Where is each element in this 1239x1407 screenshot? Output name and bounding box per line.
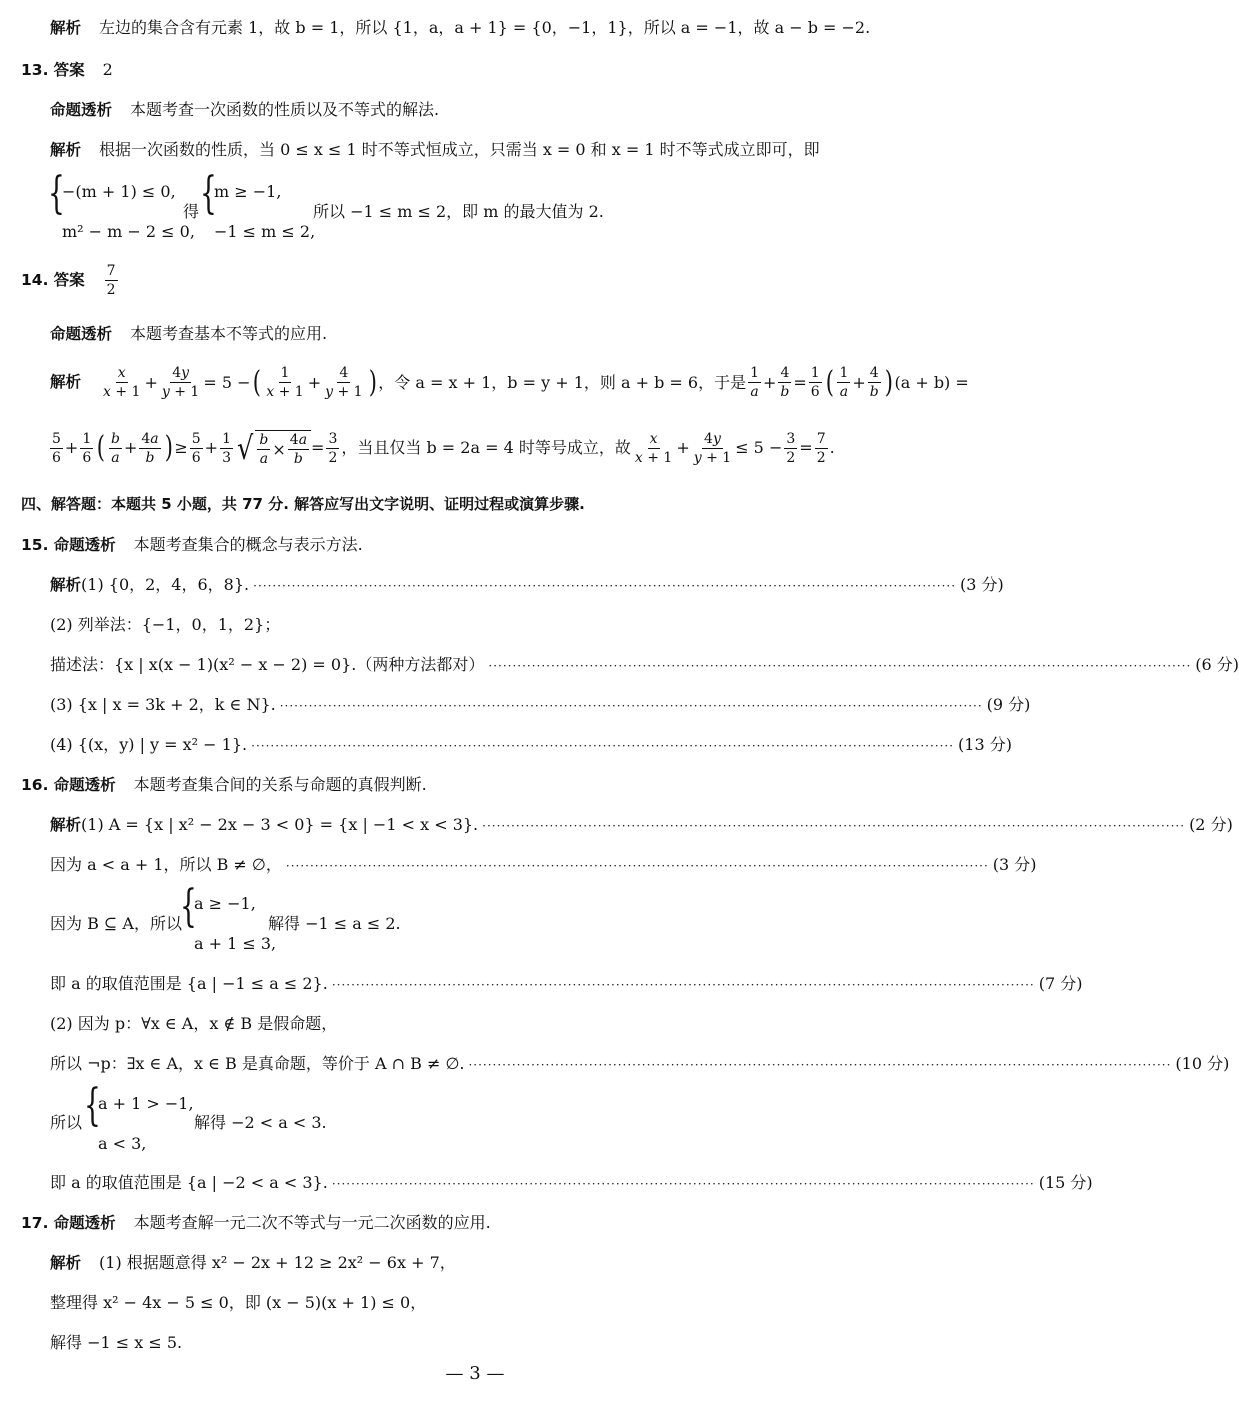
- q13-analysis-text: 根据一次函数的性质，当 0 ≤ x ≤ 1 时不等式恒成立，只需当 x = 0 和 x = 1 时不等式成立即可，即: [99, 140, 820, 159]
- q17-intent-line: [21, 1215, 491, 1232]
- leader-dots: ··················································································································································: [482, 819, 1186, 833]
- q13-intent-line: [50, 102, 439, 119]
- q15-part5: (4) {(x，y) | y = x² − 1}.: [50, 735, 248, 754]
- sqrt-expression: √ $\frac{b}{a}$ × $\frac{4a}{b}$: [235, 430, 311, 466]
- q17-part1: (1) 根据题意得 x² − 2x + 12 ≥ 2x² − 6x + 7，: [99, 1253, 456, 1272]
- intent-label: 命题透析: [53, 1214, 116, 1232]
- q16-p7-pre: 所以: [50, 1113, 83, 1132]
- q14-analysis-line2: $\frac{5}{6}$ + $\frac{1}{6}$ ( $\frac{b}{a}$ + $\frac{4a}{b}$ ) ≥ $\frac{5}{6}$ + $\frac{1}{3}$ √ $\frac{b}{a}$ × $\frac{4a}{b}$ = $\frac{3}{2}$ ，当且仅当 b = 2a = 4 时等号成立，故 $\frac{x}{x + 1}$ + $\frac{4y}{y + 1}$ ≤ 5 − $\frac{3}{2}$ = $\frac{7}{2}$ .: [52, 429, 835, 467]
- answer-label: 答案: [53, 61, 85, 79]
- frac-1-over-6: $\frac{1}{6}$: [810, 365, 820, 400]
- q16-p7-post: 解得 −2 < a < 3.: [194, 1113, 327, 1132]
- q16-intent-line: [21, 777, 427, 794]
- q17-number: 17.: [21, 1214, 49, 1232]
- q13-de: 得: [183, 202, 200, 221]
- leader-dots: ··················································································································································: [468, 1058, 1172, 1072]
- q15-intent-line: [21, 537, 363, 554]
- q14-l1-c: (a + b) =: [894, 372, 969, 392]
- q15-part2: (2) 列举法：{−1，0，1，2}；: [50, 615, 281, 634]
- q15-score5: (13 分): [958, 735, 1012, 754]
- q14-intent-text: 本题考查基本不等式的应用.: [130, 324, 328, 343]
- q14-l2-last: .: [829, 438, 835, 457]
- q16-number: 16.: [21, 776, 49, 794]
- q14-l2-text: ，当且仅当 b = 2a = 4 时等号成立，故: [341, 438, 631, 457]
- frac-4-over-b: $\frac{4}{b}$: [780, 365, 790, 400]
- q13-system2-eq1: m ≥ −1,: [214, 182, 282, 201]
- q15-score4: (9 分): [986, 695, 1031, 714]
- q16-intent-text: 本题考查集合间的关系与命题的真假判断.: [133, 775, 427, 794]
- leader-dots: ··················································································································································: [488, 659, 1192, 673]
- q16-score8: (15 分): [1038, 1173, 1093, 1192]
- q14-l1-b: ，令 a = x + 1，b = y + 1，则 a + b = 6，于是: [378, 372, 747, 392]
- q14-answer-numerator: 7: [106, 263, 116, 279]
- q12-analysis-text: 左边的集合含有元素 1，故 b = 1，所以 {1，a，a + 1} = {0，−1，1}，所以 a = −1，故 a − b = −2.: [99, 18, 871, 37]
- q16-part8-row: [50, 1173, 1093, 1192]
- q16-score4: (7 分): [1038, 974, 1083, 993]
- q16-part1: (1) A = {x | x² − 2x − 3 < 0} = {x | −1 < x < 3}.: [81, 815, 479, 834]
- q15-part3: 描述法：{x | x(x − 1)(x² − x − 2) = 0}.（两种方法都对）: [50, 655, 485, 674]
- q17-part2: 整理得 x² − 4x − 5 ≤ 0，即 (x − 5)(x + 1) ≤ 0，: [50, 1293, 427, 1312]
- q16-p3-pre: 因为 B ⊆ A，所以: [50, 914, 182, 933]
- q16-score1: (2 分): [1189, 815, 1233, 834]
- q16-system1-eq2: a + 1 ≤ 3,: [194, 934, 277, 953]
- q13-answer: 2: [102, 60, 113, 79]
- q17-analysis-line: [50, 1255, 456, 1272]
- frac-1-over-a: $\frac{1}{a}$: [750, 365, 760, 400]
- q17-part3: 解得 −1 ≤ x ≤ 5.: [50, 1333, 183, 1352]
- q15-part3-row: [50, 655, 1239, 674]
- leader-dots: ··················································································································································: [253, 579, 957, 593]
- q13-conclusion: 所以 −1 ≤ m ≤ 2，即 m 的最大值为 2.: [313, 202, 604, 221]
- leader-dots: ··················································································································································: [251, 739, 955, 753]
- analysis-label: 解析: [50, 576, 82, 594]
- q13-system2-eq2: −1 ≤ m ≤ 2,: [214, 222, 316, 241]
- q16-part6-row: [50, 1054, 1230, 1073]
- intent-label: 命题透析: [50, 325, 113, 343]
- analysis-label: 解析: [50, 816, 82, 834]
- q14-analysis-line1: 解析 $\frac{x}{x + 1}$ + $\frac{4y}{y + 1}$ = 5 − ( $\frac{1}{x + 1}$ + $\frac{4}{y + 1}$ ) ，令 a = x + 1，b = y + 1，则 a + b = 6，于是 $\frac{1}{a}$ + $\frac{4}{b}$ = $\frac{1}{6}$ ( $\frac{1}{a}$ + $\frac{4}{b}$ ) (a + b) =: [50, 364, 969, 400]
- page-number: — 3 —: [445, 1363, 505, 1384]
- q16-part6: 所以 ¬p：∃x ∈ A，x ∈ B 是真命题，等价于 A ∩ B ≠ ∅.: [50, 1054, 465, 1073]
- q17-intent-text: 本题考查解一元二次不等式与一元二次函数的应用.: [133, 1213, 491, 1232]
- intent-label: 命题透析: [53, 776, 116, 794]
- q14-answer-line: [21, 264, 120, 297]
- q14-answer-fraction: [105, 264, 118, 297]
- frac-4-over-y1: $\frac{4}{y + 1}$: [325, 365, 363, 400]
- answer-label: 答案: [53, 270, 85, 289]
- intent-label: 命题透析: [53, 536, 116, 554]
- q15-score1: (3 分): [960, 575, 1004, 594]
- q13-analysis-line: [50, 142, 820, 159]
- q12-analysis-line: [50, 20, 870, 37]
- frac-x-over-x1: $\frac{x}{x + 1}$: [103, 365, 141, 400]
- section4-heading: 四、解答题：本题共 5 小题，共 77 分. 解答应写出文字说明、证明过程或演算步骤.: [21, 495, 585, 513]
- q13-answer-line: [21, 62, 113, 79]
- q15-part1: (1) {0，2，4，6，8}.: [81, 575, 250, 594]
- analysis-label: 解析: [50, 1254, 82, 1272]
- q14-l2-end: ≤ 5 −: [735, 438, 783, 457]
- q14-number: 14.: [21, 270, 49, 289]
- q15-part4: (3) {x | x = 3k + 2，k ∈ N}.: [50, 695, 276, 714]
- q16-part4: 即 a 的取值范围是 {a | −1 ≤ a ≤ 2}.: [50, 974, 328, 993]
- q13-system1-brace: {: [48, 168, 65, 219]
- q16-system1-eq1: a ≥ −1,: [194, 894, 256, 913]
- q16-system1-brace: {: [180, 881, 197, 932]
- q16-part1-row: [50, 815, 1233, 834]
- q15-part5-row: [50, 735, 1012, 754]
- analysis-label: 解析: [50, 141, 82, 159]
- leader-dots: ··················································································································································: [331, 1177, 1035, 1191]
- analysis-label: 解析: [50, 19, 82, 37]
- q13-number: 13.: [21, 61, 49, 79]
- q13-system1-eq1: −(m + 1) ≤ 0,: [62, 182, 176, 201]
- q16-part8: 即 a 的取值范围是 {a | −2 < a < 3}.: [50, 1173, 328, 1192]
- frac-1-over-x1: $\frac{1}{x + 1}$: [266, 365, 304, 400]
- q15-number: 15.: [21, 536, 49, 554]
- q16-score6: (10 分): [1175, 1054, 1230, 1073]
- q16-system2-eq2: a < 3,: [98, 1134, 147, 1153]
- q16-p3-post: 解得 −1 ≤ a ≤ 2.: [268, 914, 401, 933]
- leader-dots: ··················································································································································: [279, 699, 983, 713]
- frac-4y-over-y1: $\frac{4y}{y + 1}$: [161, 365, 200, 400]
- q15-part1-row: [50, 575, 1004, 594]
- q16-part4-row: [50, 974, 1083, 993]
- q16-part2-row: [50, 855, 1037, 874]
- analysis-label: 解析: [50, 372, 82, 391]
- q13-system2-brace: {: [200, 168, 217, 219]
- q16-part5: (2) 因为 p：∀x ∈ A，x ∉ B 是假命题，: [50, 1014, 338, 1033]
- q14-l1-a: = 5 −: [203, 372, 251, 392]
- q15-part4-row: [50, 695, 1031, 714]
- q13-system1-eq2: m² − m − 2 ≤ 0,: [62, 222, 195, 241]
- q16-score2: (3 分): [992, 855, 1037, 874]
- leader-dots: ··················································································································································: [331, 978, 1035, 992]
- q15-intent-text: 本题考查集合的概念与表示方法.: [133, 535, 363, 554]
- q16-system2-eq1: a + 1 > −1,: [98, 1094, 194, 1113]
- q16-system2-brace: {: [84, 1080, 101, 1131]
- q14-intent-line: [50, 326, 327, 343]
- q14-answer-denominator: 2: [106, 282, 116, 298]
- intent-label: 命题透析: [50, 101, 113, 119]
- q13-intent-text: 本题考查一次函数的性质以及不等式的解法.: [130, 100, 440, 119]
- leader-dots: ··················································································································································: [285, 859, 989, 873]
- q16-part2: 因为 a < a + 1，所以 B ≠ ∅，: [50, 855, 282, 874]
- q15-score3: (6 分): [1195, 655, 1239, 674]
